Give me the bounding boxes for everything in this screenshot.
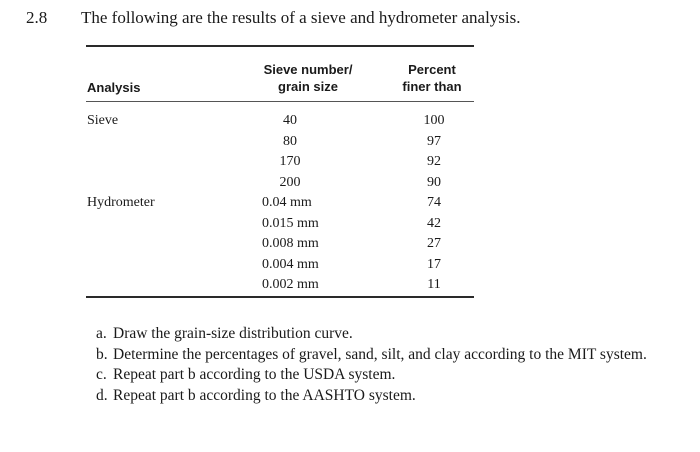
problem-number: 2.8: [26, 8, 48, 27]
table-bottom-rule: [86, 296, 474, 298]
question-letter: a.: [96, 325, 107, 342]
header-percent-line2: finer than: [402, 79, 462, 94]
grain-size-cell: 0.04 mm: [262, 195, 312, 210]
question-text: Determine the percentages of gravel, sand, silt, and clay according to the MIT system.: [113, 345, 647, 363]
percent-finer-cell: 42: [427, 215, 441, 231]
table-header-rule: [86, 101, 474, 102]
sieve-size-cell: 40: [283, 113, 297, 128]
percent-finer-cell: 97: [427, 133, 441, 149]
analysis-cell: Sieve: [87, 113, 119, 128]
percent-finer-cell: 90: [427, 174, 441, 190]
table-row: [0, 193, 700, 214]
sieve-size-cell: 200: [279, 174, 301, 190]
table-row: [0, 214, 700, 235]
question-letter: d.: [96, 386, 108, 404]
percent-finer-cell: 100: [423, 113, 445, 128]
header-sieve-line1: Sieve number/: [263, 62, 353, 77]
grain-size-cell: 0.004 mm: [262, 256, 319, 272]
question-letter: b.: [96, 345, 108, 363]
percent-finer-cell: 92: [427, 154, 441, 169]
table-row: [0, 234, 700, 255]
percent-finer-cell: 27: [427, 236, 441, 251]
percent-finer-cell: 11: [427, 277, 441, 292]
table-body: [0, 111, 700, 296]
grain-size-cell: 0.002 mm: [262, 277, 319, 292]
question-b: [96, 345, 647, 366]
question-a: [96, 324, 647, 345]
header-sieve-number: [238, 61, 378, 95]
sieve-size-cell: 80: [283, 133, 297, 149]
header-sieve-line2: grain size: [278, 79, 338, 94]
header-percent-finer: [386, 61, 478, 95]
table-top-rule: [86, 45, 474, 47]
question-text: Repeat part b according to the USDA system.: [113, 366, 396, 383]
question-text: Repeat part b according to the AASHTO system.: [113, 386, 416, 404]
table-row: [0, 255, 700, 276]
table-row: [0, 132, 700, 153]
grain-size-cell: 0.015 mm: [262, 215, 319, 231]
table-row: [0, 152, 700, 173]
question-letter: c.: [96, 366, 107, 383]
percent-finer-cell: 17: [427, 256, 441, 272]
table-row: [0, 173, 700, 194]
question-c: [96, 365, 647, 386]
table-row: [0, 275, 700, 296]
header-percent-line1: Percent: [408, 62, 456, 77]
problem-title: The following are the results of a sieve and hydrometer analysis.: [81, 8, 521, 27]
table-row: [0, 111, 700, 132]
question-text: Draw the grain-size distribution curve.: [113, 325, 353, 342]
question-d: [96, 386, 647, 407]
header-analysis: Analysis: [87, 80, 141, 95]
sieve-size-cell: 170: [279, 154, 301, 169]
analysis-cell: Hydrometer: [87, 195, 155, 210]
percent-finer-cell: 74: [427, 195, 441, 210]
grain-size-cell: 0.008 mm: [262, 236, 319, 251]
question-list: [96, 324, 647, 406]
